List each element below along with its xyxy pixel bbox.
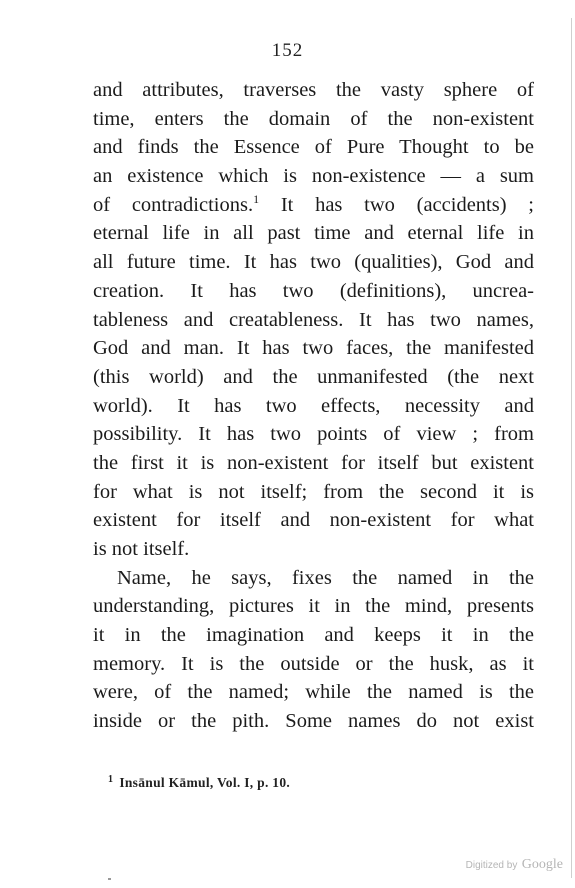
- text-line-continuation: It has two (accidents) ;: [259, 193, 534, 216]
- text-line-content: inside or the pith. Some names do not exist: [93, 710, 534, 733]
- text-line-content: tableness and creatableness. It has two names,: [93, 308, 534, 331]
- text-line: [93, 76, 534, 105]
- text-line: [93, 707, 534, 736]
- text-line: [93, 592, 534, 621]
- text-line-content: the first it is non-existent for itself but existent: [93, 451, 534, 474]
- text-line: [93, 363, 534, 392]
- text-line: [93, 219, 534, 248]
- text-line-content: memory. It is the outside or the husk, as it: [93, 652, 534, 675]
- text-line: [93, 133, 534, 162]
- text-line-content: world). It has two effects, necessity and: [93, 394, 534, 417]
- text-line: [93, 678, 534, 707]
- text-line-content: it in the imagination and keeps it in the: [93, 624, 534, 647]
- text-line-content: an existence which is non-existence — a sum: [93, 165, 534, 188]
- footnote-text: Insānul Kāmul, Vol. I, p. 10.: [119, 775, 291, 790]
- text-line-content: Name, he says, fixes the named in the: [117, 566, 534, 589]
- page-edge-line: [571, 18, 572, 878]
- text-line-content: is not itself.: [93, 538, 190, 560]
- text-line: [93, 191, 534, 220]
- text-line: [93, 392, 534, 421]
- page-number: 152: [271, 40, 304, 61]
- text-line-content: possibility. It has two points of view ; from: [93, 423, 534, 446]
- text-line-content: were, of the named; while the named is the: [93, 681, 534, 704]
- text-line-content: existent for itself and non-existent for what: [93, 509, 534, 532]
- text-line: [93, 105, 534, 134]
- text-line-content: all future time. It has two (qualities), God and: [93, 251, 534, 274]
- text-line: [93, 650, 534, 679]
- text-line-content: of contradictions.: [93, 193, 254, 216]
- text-line: [93, 506, 534, 535]
- text-line: [93, 478, 534, 507]
- body-text: [93, 76, 534, 736]
- text-line: [93, 248, 534, 277]
- text-line-content: (this world) and the unmanifested (the next: [93, 365, 534, 388]
- text-line-content: creation. It has two (definitions), uncrea-: [93, 279, 534, 302]
- text-line: [93, 564, 534, 593]
- footnote-mark: 1: [108, 773, 114, 785]
- text-line: [93, 621, 534, 650]
- text-line-content: for what is not itself; from the second it is: [93, 480, 534, 503]
- text-line-content: God and man. It has two faces, the manifested: [93, 337, 534, 360]
- text-line-content: understanding, pictures it in the mind, presents: [93, 595, 534, 618]
- text-line: [93, 535, 534, 564]
- watermark-prefix: Digitized by: [465, 860, 518, 871]
- text-line-content: time, enters the domain of the non-existent: [93, 107, 534, 130]
- scan-mark: [108, 878, 111, 880]
- text-line: [93, 334, 534, 363]
- text-line: [93, 420, 534, 449]
- watermark-brand-logo: Google: [521, 857, 563, 872]
- footnote: [108, 775, 290, 791]
- footnote-reference: 1: [253, 191, 260, 206]
- digitized-watermark: [466, 855, 563, 873]
- text-line: [93, 449, 534, 478]
- text-line-content: and attributes, traverses the vasty sphere of: [93, 79, 534, 101]
- text-line: [93, 277, 534, 306]
- text-line-content: eternal life in all past time and eternal life in: [93, 222, 534, 245]
- text-line-content: and finds the Essence of Pure Thought to be: [93, 136, 534, 159]
- text-line: [93, 306, 534, 335]
- text-line: [93, 162, 534, 191]
